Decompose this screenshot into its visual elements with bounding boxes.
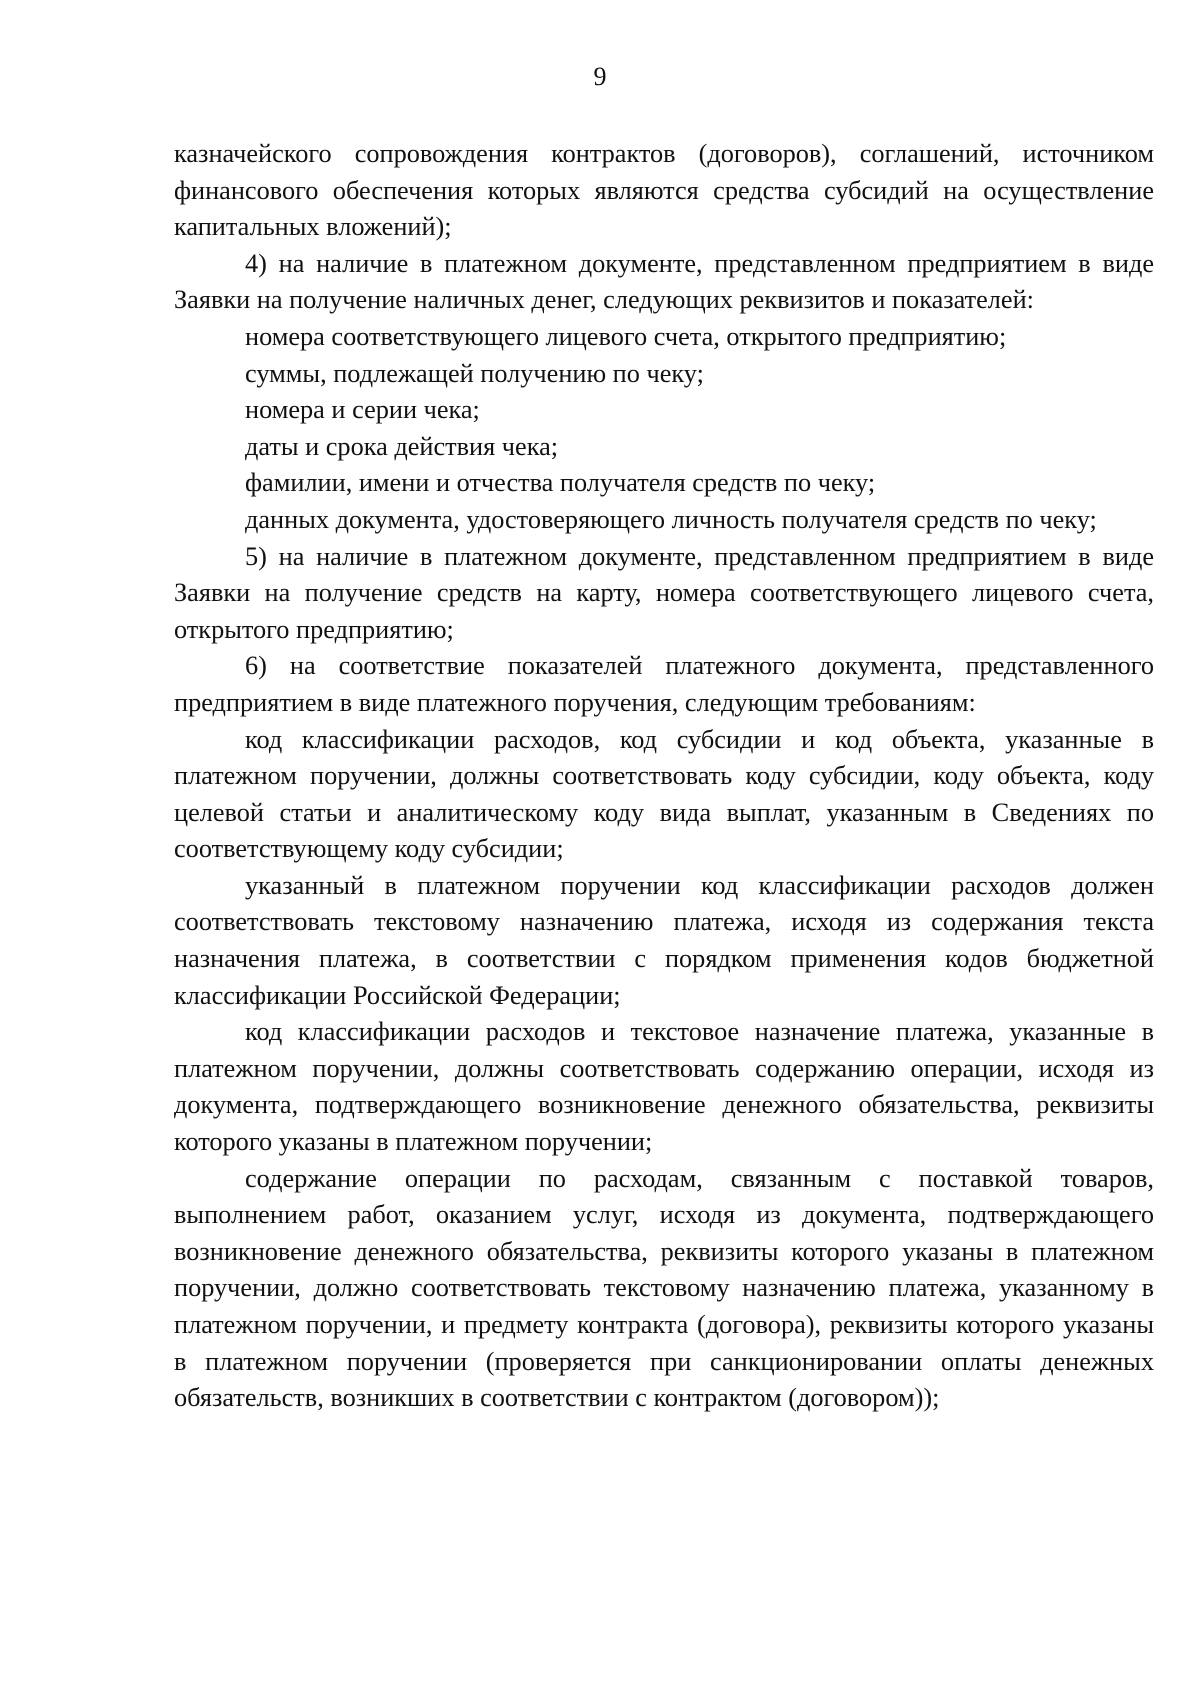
paragraph-recipient-id: данных документа, удостоверяющего личность получателя средств по чеку; <box>245 504 1097 534</box>
paragraph-operation-content: код классификации расходов и текстовое назначение платежа, указанные в платежном поручении, должны соответствовать содержанию операции, исходя из документа, подтверждающего возникновение денежного обязательства, реквизиты которого указаны в платежном поручении; <box>174 1017 1154 1157</box>
paragraph-recipient-name: фамилии, имени и отчества получателя средств по чеку; <box>245 468 876 498</box>
paragraph-classification-code: код классификации расходов, код субсидии и код объекта, указанные в платежном поручении, должны соответствовать коду субсидии, коду объекта, коду целевой статьи и аналитическому коду вида выплат, указанным в Сведениях по соответствующему коду субсидии; <box>174 724 1154 864</box>
paragraph-cheque-dates: даты и срока действия чека; <box>245 431 559 461</box>
paragraph-account-number: номера соответствующего лицевого счета, открытого предприятию; <box>245 321 1007 351</box>
paragraph-code-purpose: указанный в платежном поручении код классификации расходов должен соответствовать текстовому назначению платежа, исходя из содержания текста назначения платежа, в соответствии с порядком применения кодов бюджетной классификации Российской Федерации; <box>174 870 1154 1010</box>
paragraph-item-5: 5) на наличие в платежном документе, представленном предприятием в виде Заявки на получение средств на карту, номера соответствующего лицевого счета, открытого предприятию; <box>174 541 1154 644</box>
paragraph-contract-subject: содержание операции по расходам, связанным с поставкой товаров, выполнением работ, оказанием услуг, исходя из документа, подтверждающего возникновение денежного обязательства, реквизиты которого указаны в платежном поручении, должно соответствовать текстовому назначению платежа, указанному в платежном поручении, и предмету контракта (договора), реквизиты которого указаны в платежном поручении (проверяется при санкционировании оплаты денежных обязательств, возникших в соответствии с контрактом (договором)); <box>174 1163 1154 1413</box>
paragraph-item-6: 6) на соответствие показателей платежного документа, представленного предприятием в виде платежного поручения, следующим требованиям: <box>174 651 1154 717</box>
paragraph-cheque-number: номера и серии чека; <box>245 395 480 425</box>
paragraph-cheque-amount: суммы, подлежащей получению по чеку; <box>245 358 704 388</box>
page-number: 9 <box>593 62 607 91</box>
paragraph-continuation: казначейского сопровождения контрактов (договоров), соглашений, источником финансового обеспечения которых являются средства субсидий на осуществление капитальных вложений); <box>174 139 1154 242</box>
paragraph-item-4: 4) на наличие в платежном документе, представленном предприятием в виде Заявки на получение наличных денег, следующих реквизитов и показателей: <box>174 248 1154 315</box>
document-body <box>174 136 1154 1417</box>
